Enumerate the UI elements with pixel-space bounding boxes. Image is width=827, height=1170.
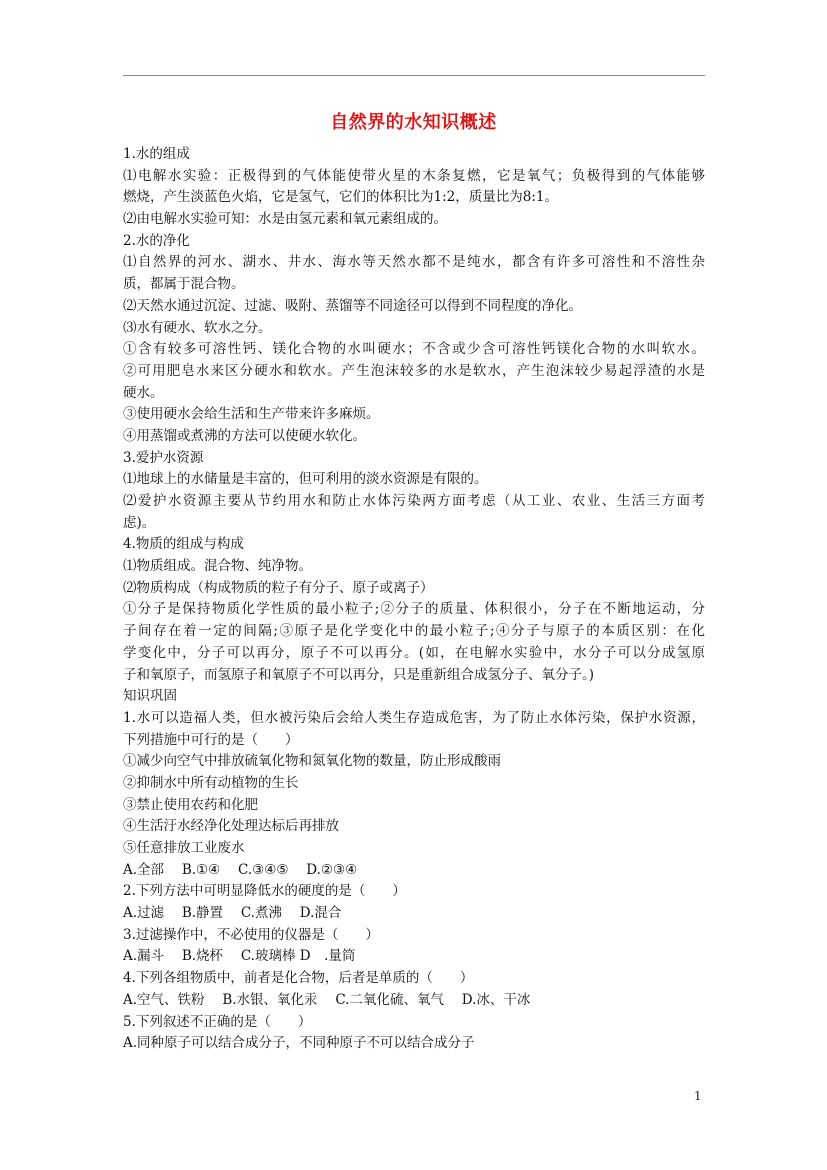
text-line: 2.下列方法中可明显降低水的硬度的是（ ） [123,883,406,900]
text-line: ⑵天然水通过沉淀、过滤、吸附、蒸馏等不同途径可以得到不同程度的净化。 [123,297,582,314]
text-line: ⑴电解水实验：正极得到的气体能使带火星的木条复燃，它是氧气；负极得到的气体能够 [123,167,705,184]
text-line: 硬水。 [123,384,164,401]
text-line: 子和氧原子，而氢原子和氧原子不可以再分，只是重新组合成氢分子、氧分子。) [123,666,595,683]
text-line: ⑵物质构成（构成物质的粒子有分子、原子或离子） [123,579,434,596]
text-line: 学变化中，分子可以再分，原子不可以再分。(如，在电解水实验中，水分子可以分成氢原 [123,644,705,661]
text-line: 3.过滤操作中，不必使用的仪器是（ ） [123,926,379,943]
text-line: 子间存在着一定的间隔;③原子是化学变化中的最小粒子;④分子与原子的本质区别：在化 [123,623,705,640]
text-line: ②抑制水中所有动植物的生长 [123,774,299,791]
text-line: A.全部 B.①④ C.③④⑤ D.②③④ [123,861,358,878]
text-line: ⑴物质组成。混合物、纯净物。 [123,558,312,575]
text-line: 知识巩固 [123,688,177,705]
text-line: A.漏斗 B.烧杯 C.玻璃棒 D .量筒 [123,948,356,965]
text-line: 1.水可以造福人类，但水被污染后会给人类生存造成危害，为了防止水体污染，保护水资源， [123,709,705,726]
text-line: 3.爱护水资源 [123,449,204,466]
page-number: 1 [694,1089,702,1103]
text-line: 质，都属于混合物。 [123,276,245,293]
text-line: ②可用肥皂水来区分硬水和软水。产生泡沫较多的水是软水，产生泡沫较少易起浮渣的水是 [123,362,705,379]
text-line: ①含有较多可溶性钙、镁化合物的水叫硬水；不含或少含可溶性钙镁化合物的水叫软水。 [123,341,705,358]
text-line: ①分子是保持物质化学性质的最小粒子;②分子的质量、体积很小，分子在不断地运动，分 [123,601,705,618]
text-line: ④用蒸馏或煮沸的方法可以使硬水软化。 [123,427,366,444]
text-line: 2.水的净化 [123,232,190,249]
text-line: 5.下列叙述不正确的是（ ） [123,1013,312,1030]
text-line: A.空气、铁粉 B.水银、氧化汞 C.二氧化硫、氧气 D.冰、干冰 [123,991,531,1008]
text-line: A.过滤 B.静置 C.煮沸 D.混合 [123,905,342,922]
document-title: 自然界的水知识概述 [330,112,497,133]
text-line: ⑴地球上的水储量是丰富的，但可利用的淡水资源是有限的。 [123,471,488,488]
text-line: ⑵由电解水实验可知：水是由氢元素和氧元素组成的。 [123,211,447,228]
text-line: ③禁止使用农药和化肥 [123,796,258,813]
text-line: 1.水的组成 [123,146,190,162]
text-line: 虑)。 [123,514,156,531]
text-line: ⑵爱护水资源主要从节约用水和防止水体污染两方面考虑（从工业、农业、生活三方面考 [123,493,705,509]
text-line: ①减少向空气中排放硫氧化物和氮氧化物的数量，防止形成酸雨 [123,753,501,770]
document-body [123,144,705,1055]
text-line: 燃烧，产生淡蓝色火焰，它是氢气，它们的体积比为1:2，质量比为8:1。 [123,189,558,206]
text-line: ③使用硬水会给生活和生产带来许多麻烦。 [123,406,380,423]
text-line: ④生活汙水经净化处理达标后再排放 [123,818,339,835]
text-line: ⑴自然界的河水、湖水、井水、海水等天然水都不是纯水，都含有许多可溶性和不溶性杂 [123,254,705,271]
header-rule [123,75,705,76]
text-line: 4.物质的组成与构成 [123,536,244,553]
text-line: ⑤任意排放工业废水 [123,840,245,856]
text-line: 4.下列各组物质中，前者是化合物，后者是单质的（ ） [123,970,474,987]
text-line: 下列措施中可行的是（ ） [123,731,299,748]
text-line: ⑶水有硬水、软水之分。 [123,319,272,336]
text-line: A.同种原子可以结合成分子，不同种原子不可以结合成分子 [123,1035,475,1052]
